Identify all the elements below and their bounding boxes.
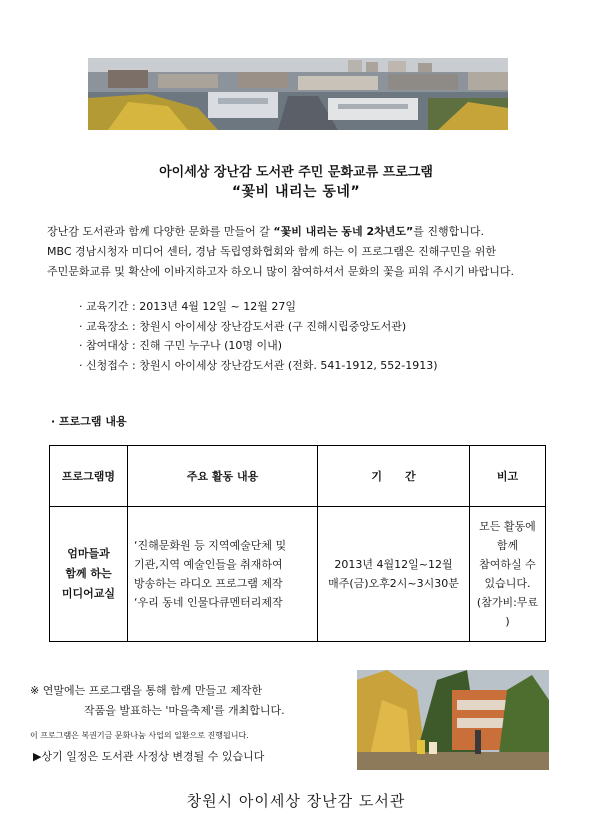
lottery-fund-note: 이 프로그램은 복권기금 문화나눔 사업의 일환으로 진행됩니다. bbox=[30, 731, 249, 740]
period-line: 2013년 4월12일~12월 bbox=[334, 558, 453, 571]
remarks-line: 있습니다. bbox=[484, 577, 531, 590]
remarks-line: (참가비:무료 bbox=[476, 596, 539, 609]
program-table bbox=[49, 445, 546, 642]
header-program-name: 프로그램명 bbox=[50, 446, 128, 507]
intro-line-1-bold: “꽃비 내리는 동네 2차년도” bbox=[273, 225, 414, 238]
page-subtitle: “꽃비 내리는 동네” bbox=[231, 184, 361, 200]
remarks-line: 참여하실 수 bbox=[479, 558, 536, 571]
cell-activity-content bbox=[128, 507, 318, 642]
intro-line-1-post: 를 진행합니다. bbox=[413, 225, 484, 238]
program-name-line: 함께 하는 bbox=[65, 567, 112, 580]
table-header-row bbox=[50, 446, 546, 507]
program-name-line: 미디어교실 bbox=[61, 587, 116, 600]
detail-period: · 교육기간 : 2013년 4월 12일 ~ 12월 27일 bbox=[79, 300, 297, 313]
detail-location: · 교육장소 : 창원시 아이세상 장난감도서관 (구 진해시립중앙도서관) bbox=[79, 320, 407, 333]
footer-organization: 창원시 아이세상 장난감 도서관 bbox=[186, 792, 406, 810]
remarks-line: 모든 활동에 bbox=[479, 520, 536, 533]
library-garden-photo bbox=[357, 670, 549, 770]
cell-program-name bbox=[50, 507, 128, 642]
remarks-line: ) bbox=[505, 615, 510, 628]
top-city-photo bbox=[88, 58, 508, 130]
intro-line-1 bbox=[47, 223, 484, 239]
cell-remarks bbox=[470, 507, 546, 642]
period-line: 매주(금)오후2시~3시30분 bbox=[328, 577, 459, 590]
intro-line-1-pre: 장난감 도서관과 함께 다양한 문화를 만들어 갈 bbox=[47, 225, 274, 238]
activity-line: 기관,지역 예술인들을 취재하여 bbox=[134, 558, 283, 571]
header-main-activity: 주요 활동 내용 bbox=[128, 446, 318, 507]
header-remarks: 비고 bbox=[470, 446, 546, 507]
header-period bbox=[318, 446, 470, 507]
remarks-line: 함께 bbox=[496, 539, 519, 552]
program-name-line: 엄마들과 bbox=[67, 547, 110, 560]
activity-line: 방송하는 라디오 프로그램 제작 bbox=[134, 577, 283, 590]
section-heading: · 프로그램 내용 bbox=[51, 415, 127, 428]
activity-line: ‘진해문화원 등 지역예술단체 및 bbox=[134, 539, 287, 552]
note-festival-line-1: ※ 연말에는 프로그램을 통해 함께 만들고 제작한 bbox=[30, 684, 263, 697]
detail-target: · 참여대상 : 진해 구민 누구나 (10명 이내) bbox=[79, 339, 283, 352]
page-title: 아이세상 장난감 도서관 주민 문화교류 프로그램 bbox=[159, 165, 433, 180]
cell-period bbox=[318, 507, 470, 642]
detail-registration: · 신청접수 : 창원시 아이세상 장난감도서관 (전화. 541-1912, 552-1913) bbox=[79, 359, 438, 372]
note-festival-line-2: 작품을 발표하는 '마을축제'를 개최합니다. bbox=[84, 704, 285, 717]
table-row bbox=[50, 507, 546, 642]
activity-line: ‘우리 동네 인물다큐멘터리제작 bbox=[134, 596, 283, 609]
intro-line-2: MBC 경남시청자 미디어 센터, 경남 독립영화협회와 함께 하는 이 프로그램은 진해구민을 위한 bbox=[47, 245, 497, 258]
schedule-change-note: ▶상기 일정은 도서관 사정상 변경될 수 있습니다 bbox=[33, 750, 265, 763]
header-period-label: 기 간 bbox=[371, 470, 416, 483]
intro-line-3: 주민문화교류 및 확산에 이바지하고자 하오니 많이 참여하셔서 문화의 꽃을 피워 주시기 바랍니다. bbox=[47, 265, 514, 278]
